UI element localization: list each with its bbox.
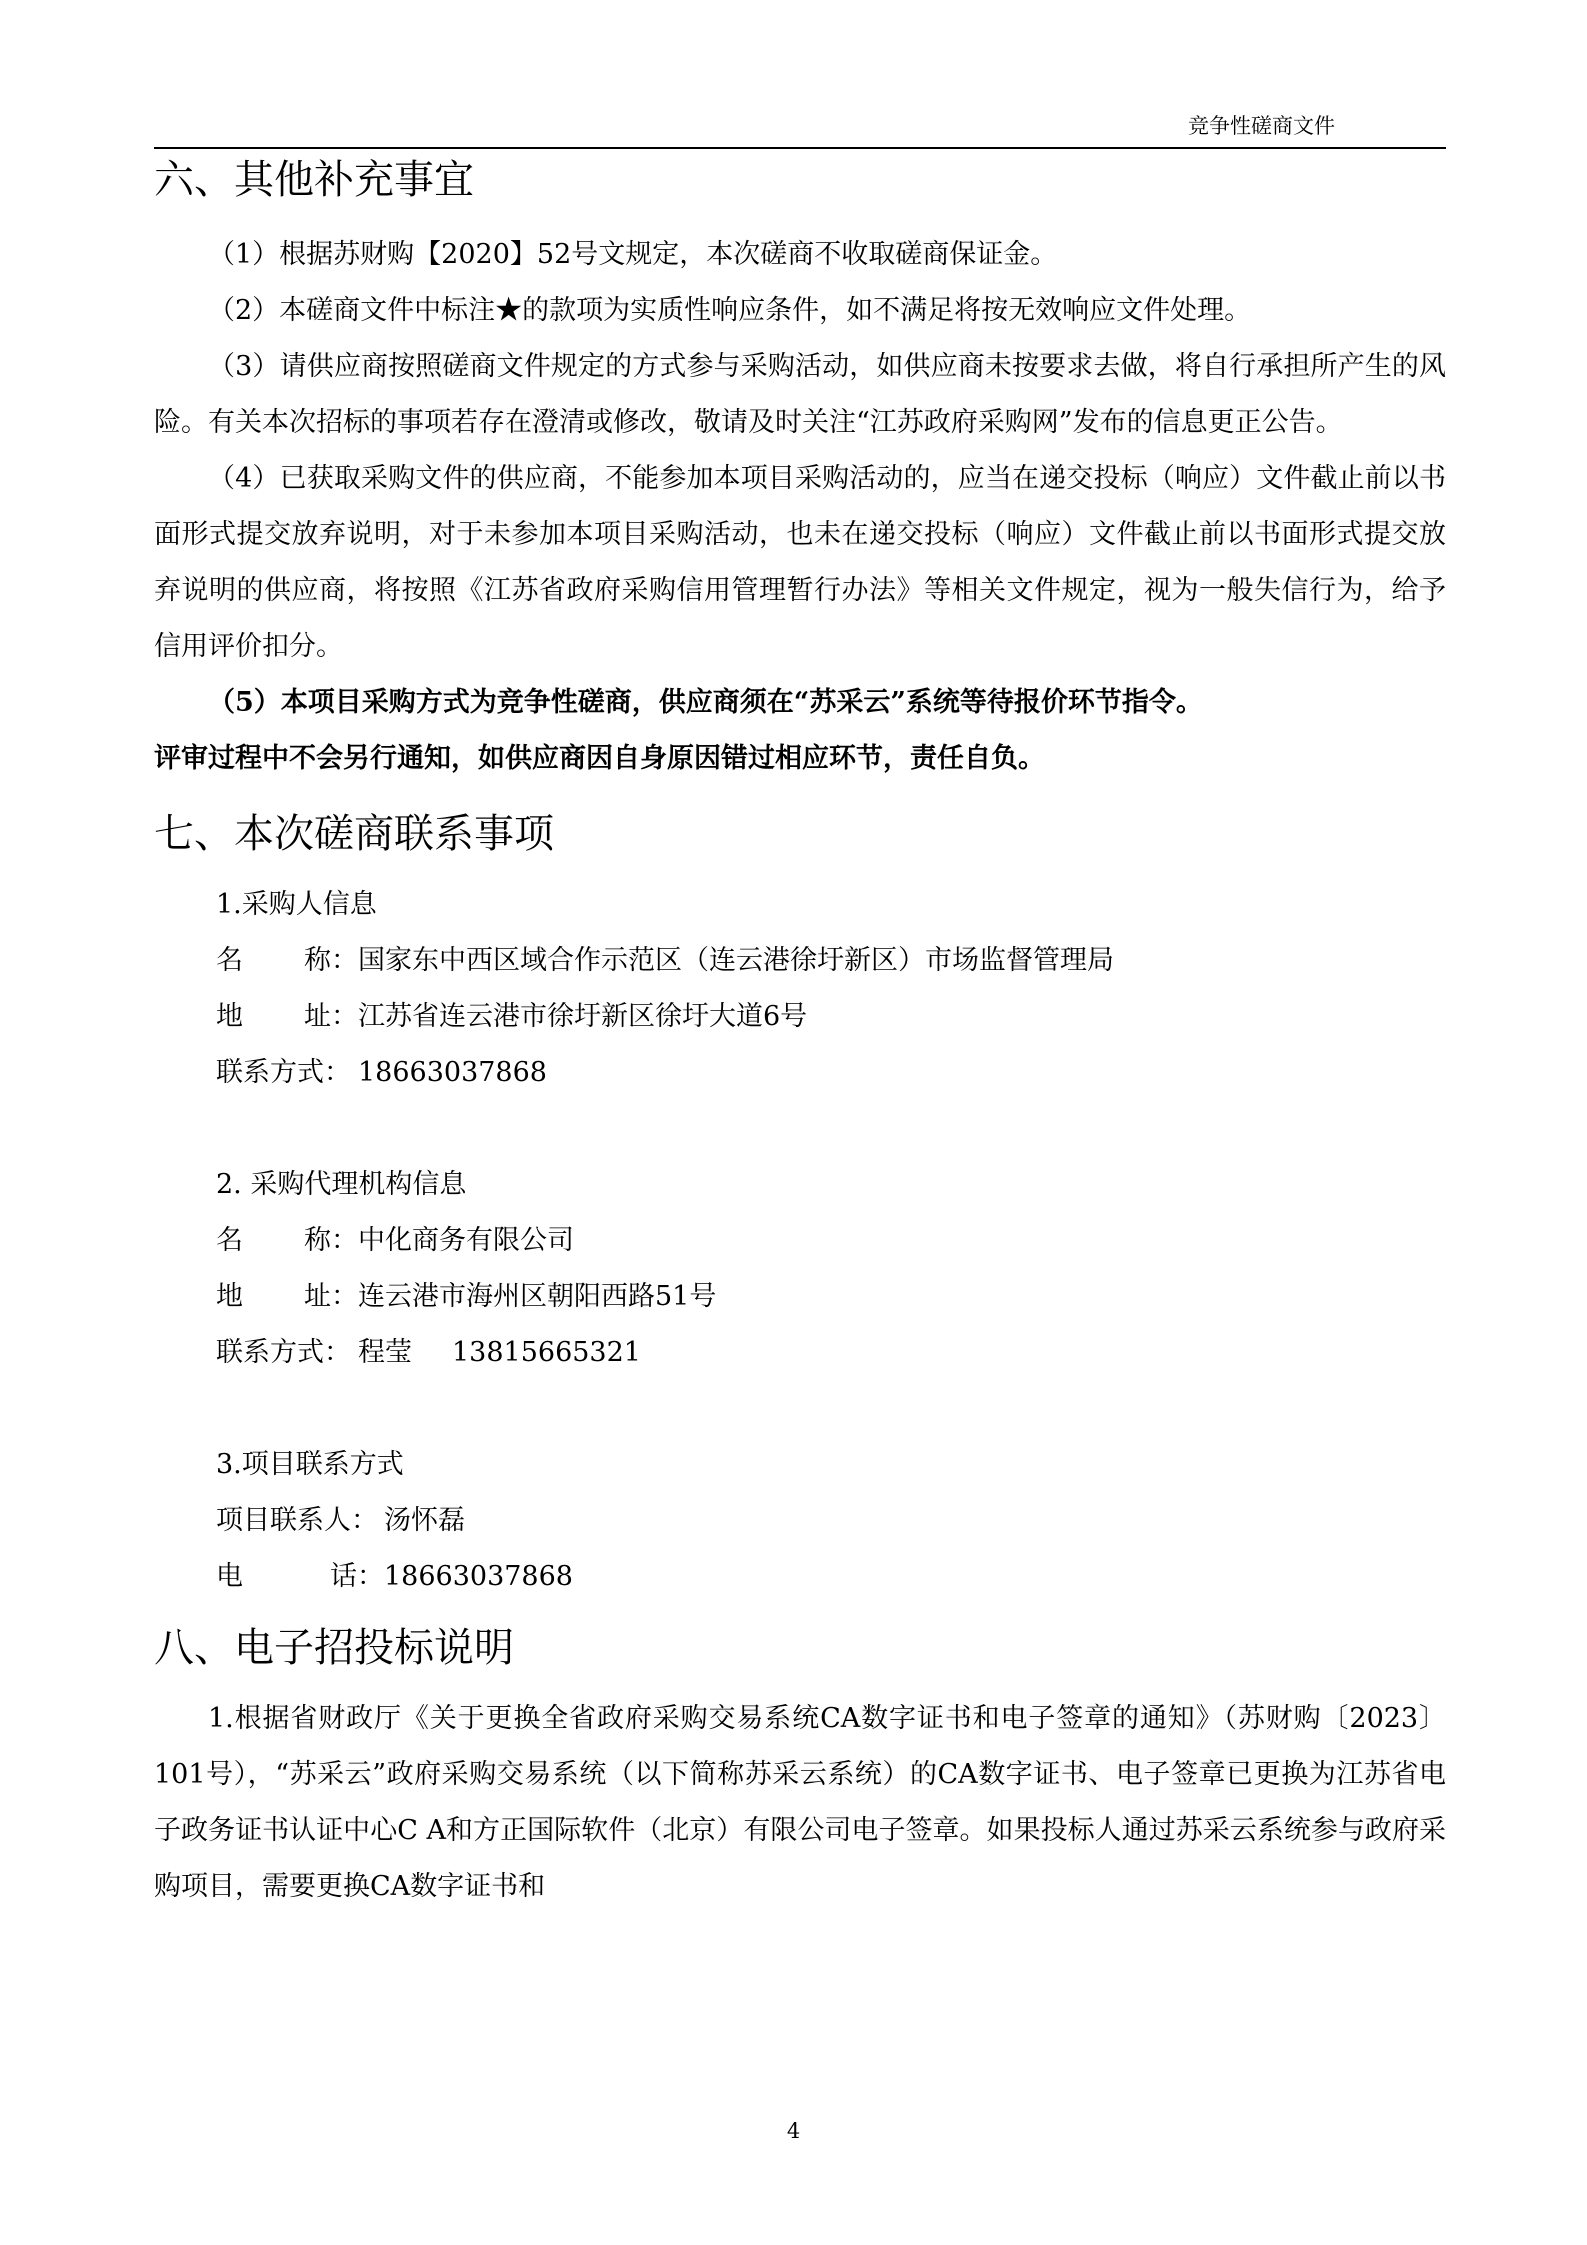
- purchaser-name-label: 名 称：: [216, 945, 358, 976]
- project-phone-value: 18663037868: [384, 1561, 573, 1592]
- project-person-label: 项目联系人：: [216, 1505, 378, 1536]
- agency-contact-row: [216, 1325, 1446, 1381]
- agency-address-row: [216, 1269, 1446, 1325]
- page-number: 4: [786, 2119, 801, 2143]
- section-6-paragraph-5-line-1: （5）本项目采购方式为竞争性磋商，供应商须在“苏采云”系统等待报价环节指令。: [208, 687, 1203, 718]
- section-6-paragraph-2: （2）本磋商文件中标注★的款项为实质性响应条件，如不满足将按无效响应文件处理。: [208, 295, 1252, 326]
- project-phone-row: [216, 1549, 1446, 1605]
- project-heading: 3.项目联系方式: [216, 1449, 404, 1480]
- purchaser-address-label: 地 址：: [216, 1001, 358, 1032]
- section-6-paragraph-4: （4）已获取采购文件的供应商，不能参加本项目采购活动的，应当在递交投标（响应）文件截止前以书面形式提交放弃说明，对于未参加本项目采购活动，也未在递交投标（响应）文件截止前以书面形式提交放弃说明的供应商，将按照《江苏省政府采购信用管理暂行办法》等相关文件规定，视为一般失信行为，给予信用评价扣分。: [154, 463, 1446, 662]
- purchaser-heading: 1.采购人信息: [216, 889, 377, 920]
- project-phone-label: 电 话：: [216, 1561, 384, 1592]
- purchaser-address-value: 江苏省连云港市徐圩新区徐圩大道6号: [358, 1001, 808, 1032]
- agency-address-label: 地 址：: [216, 1281, 358, 1312]
- section-6-paragraph-5-line-2: 评审过程中不会另行通知，如供应商因自身原因错过相应环节，责任自负。: [154, 743, 1045, 774]
- purchaser-name-value: 国家东中西区域合作示范区（连云港徐圩新区）市场监督管理局: [358, 945, 1114, 976]
- purchaser-name-row: [216, 933, 1446, 989]
- agency-name-row: [216, 1213, 1446, 1269]
- section-8-paragraph-1: 1.根据省财政厅《关于更换全省政府采购交易系统CA数字证书和电子签章的通知》（苏财购〔2023〕101号），“苏采云”政府采购交易系统（以下简称苏采云系统）的CA数字证书、电子签章已更换为江苏省电子政务证书认证中心C A和方正国际软件（北京）有限公司电子签章。如果投标人通过苏采云系统参与政府采购项目，需要更换CA数字证书和: [154, 1703, 1446, 1902]
- section-7-title: 七、本次磋商联系事项: [154, 811, 554, 857]
- page-content: [154, 145, 1446, 1915]
- project-person-row: [216, 1493, 1446, 1549]
- running-header: 竞争性磋商文件: [1188, 114, 1335, 138]
- contact-info-block: [154, 877, 1446, 1605]
- section-6-title: 六、其他补充事宜: [154, 157, 474, 203]
- agency-address-value: 连云港市海州区朝阳西路51号: [358, 1281, 717, 1312]
- section-6-paragraph-1: （1）根据苏财购【2020】52号文规定，本次磋商不收取磋商保证金。: [208, 239, 1058, 270]
- agency-contact-phone: 13815665321: [452, 1337, 641, 1368]
- agency-heading: 2. 采购代理机构信息: [216, 1169, 467, 1200]
- purchaser-contact-row: [216, 1045, 1446, 1101]
- purchaser-contact-label: 联系方式：: [216, 1057, 351, 1088]
- section-6-paragraph-3: （3）请供应商按照磋商文件规定的方式参与采购活动，如供应商未按要求去做，将自行承担所产生的风险。有关本次招标的事项若存在澄清或修改，敬请及时关注“江苏政府采购网”发布的信息更正公告。: [154, 351, 1446, 438]
- agency-name-label: 名 称：: [216, 1225, 358, 1256]
- agency-contact-person: 程莹: [358, 1337, 412, 1368]
- project-person-value: 汤怀磊: [384, 1505, 465, 1536]
- agency-name-value: 中化商务有限公司: [358, 1225, 574, 1256]
- purchaser-contact-value: 18663037868: [358, 1057, 547, 1088]
- purchaser-address-row: [216, 989, 1446, 1045]
- agency-contact-label: 联系方式：: [216, 1337, 351, 1368]
- section-8-title: 八、电子招投标说明: [154, 1625, 514, 1671]
